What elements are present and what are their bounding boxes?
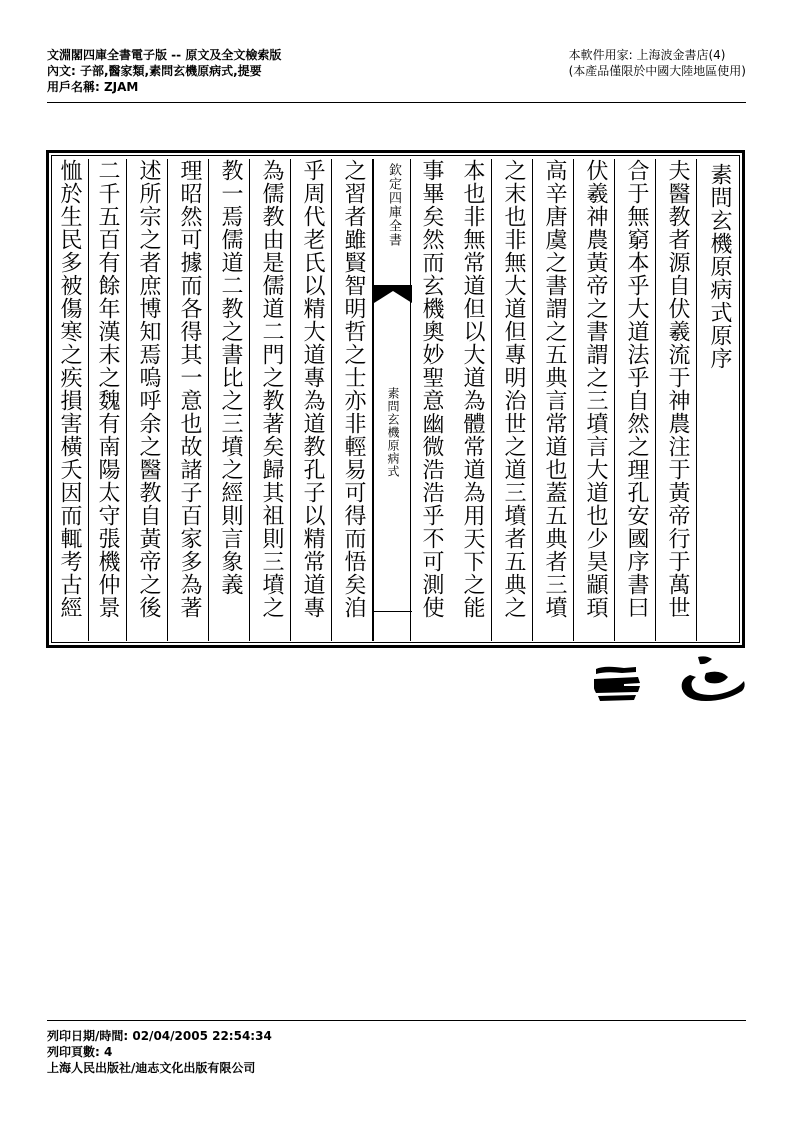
- text-column: [616, 159, 656, 641]
- text-frame: [46, 150, 745, 648]
- footer: [47, 1028, 272, 1076]
- text-column: [49, 159, 89, 641]
- text-column: [452, 159, 492, 641]
- footer-rule: [47, 1020, 746, 1021]
- text-column: [169, 159, 209, 641]
- text-column: [493, 159, 533, 641]
- collection-title: 欽定四庫全書: [386, 163, 401, 247]
- print-page-count: 列印頁數: 4: [47, 1045, 113, 1059]
- column-text: 恤於生民多被傷寒之疾損害橫夭因而輒考古經: [57, 159, 82, 619]
- text-column: [251, 159, 291, 641]
- text-column-title: [699, 159, 739, 641]
- column-text: 高辛唐虞之書謂之五典言常道也蓋五典者三墳: [542, 159, 567, 619]
- text-column: [128, 159, 168, 641]
- column-text: 夫醫教者源自伏羲流于神農注于黃帝行于萬世: [665, 159, 690, 619]
- header-content-path: 內文: 子部,醫家類,素問玄機原病式,提要: [47, 64, 262, 78]
- column-text: 合于無窮本乎大道法乎自然之理孔安國序書曰: [624, 159, 649, 619]
- column-text: 之習者雖賢智明哲之士亦非輕易可得而悟矣洎: [341, 159, 366, 619]
- print-datetime: 列印日期/時間: 02/04/2005 22:54:34: [47, 1029, 272, 1043]
- column-text: 乎周代老氏以精大道專為道教孔子以精常道專: [300, 159, 325, 619]
- header-right: [569, 47, 746, 79]
- fish-tail-mark-icon: [374, 285, 412, 303]
- text-column: [333, 159, 373, 641]
- center-rule: [374, 611, 412, 612]
- column-text: 為儒教由是儒道二門之教著矣歸其祖則三墳之: [259, 159, 284, 619]
- column-text: 本也非無常道但以大道為體常道為用天下之能: [460, 159, 485, 619]
- header-licensee: 本軟件用家: 上海波金書店(4): [568, 48, 726, 62]
- header-left: [47, 47, 281, 95]
- text-column: [575, 159, 615, 641]
- text-column: [657, 159, 697, 641]
- header-rule: [47, 102, 746, 103]
- book-title: 素問玄機原病式: [386, 387, 400, 478]
- text-column: [87, 159, 127, 641]
- column-text: 之末也非無大道但專明治世之道三墳者五典之: [501, 159, 526, 619]
- text-column: [292, 159, 332, 641]
- column-text: 述所宗之者庶博知焉嗚呼余之醫教自黃帝之後: [136, 159, 161, 619]
- header-username: 用戶名稱: ZJAM: [47, 80, 139, 94]
- header-region-note: (本產品僅限於中國大陸地區使用): [568, 64, 746, 78]
- column-text: 二千五百有餘年漢末之魏有南陽太守張機仲景: [95, 159, 120, 619]
- center-fold-column: [373, 159, 411, 641]
- text-column: [411, 159, 451, 641]
- publisher-credit: 上海人民出版社/迪志文化出版有限公司: [47, 1061, 256, 1075]
- publisher-logo-icon: [594, 655, 750, 705]
- column-text: 伏羲神農黃帝之書謂之三墳言大道也少昊顓頊: [583, 159, 608, 619]
- header-product-title: 文淵閣四庫全書電子版 -- 原文及全文檢索版: [47, 48, 282, 62]
- column-text: 理昭然可據而各得其一意也故諸子百家多為著: [177, 159, 202, 619]
- text-column: [534, 159, 574, 641]
- column-text: 事畢矣然而玄機奧妙聖意幽微浩浩乎不可測使: [419, 159, 444, 619]
- column-text: 教一焉儒道二教之書比之三墳之經則言象義: [218, 159, 243, 596]
- preface-title: 素問玄機原病式原序: [707, 163, 732, 370]
- text-column: [210, 159, 250, 641]
